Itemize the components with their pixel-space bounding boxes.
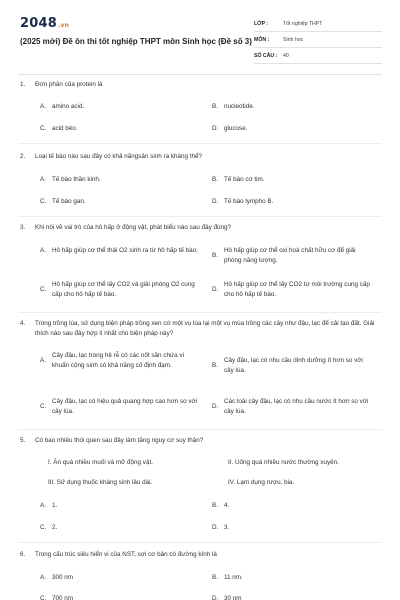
option-letter: B. bbox=[212, 103, 218, 110]
option-letter: D. bbox=[212, 198, 219, 205]
question-4 bbox=[20, 319, 385, 339]
header-divider bbox=[18, 74, 382, 75]
option-letter: D. bbox=[212, 595, 219, 600]
option-b[interactable] bbox=[212, 573, 372, 583]
exam-meta-table bbox=[254, 16, 382, 64]
option-letter: A. bbox=[40, 574, 46, 581]
option-letter: C. bbox=[40, 286, 47, 293]
option-text: nucleotide. bbox=[224, 103, 255, 110]
option-text: 300 nm bbox=[52, 574, 74, 581]
question-body: Trong trồng lúa, sử dụng biện pháp trồng xen cứ một vụ lúa lại một vụ mùa trồng các cây như đậu, lạc để cải tạo đất. Giải thích nào sau đây hợp lí nhất cho biện pháp này? bbox=[35, 320, 375, 337]
option-d[interactable] bbox=[212, 594, 372, 600]
option-b[interactable] bbox=[212, 102, 372, 112]
question-separator bbox=[18, 429, 382, 430]
option-b[interactable] bbox=[212, 501, 372, 511]
question-text bbox=[20, 223, 385, 233]
meta-label: LỚP : bbox=[254, 20, 269, 27]
option-letter: D. bbox=[212, 524, 219, 531]
question-2 bbox=[20, 152, 385, 162]
option-text: Cây đậu, lạc có hiệu quả quang hợp cao hơn so với cây lúa. bbox=[52, 398, 198, 415]
option-letter: C. bbox=[40, 595, 47, 600]
option-letter: B. bbox=[212, 252, 218, 259]
option-d[interactable] bbox=[212, 523, 372, 533]
question-text bbox=[20, 80, 385, 90]
option-a[interactable] bbox=[40, 573, 200, 583]
option-text: 30 nm bbox=[224, 595, 242, 600]
option-letter: B. bbox=[212, 502, 218, 509]
option-letter: B. bbox=[212, 574, 218, 581]
question-separator bbox=[18, 216, 382, 217]
option-text: 1. bbox=[52, 502, 58, 509]
option-text: 4. bbox=[224, 502, 230, 509]
question-3 bbox=[20, 223, 385, 233]
option-text: 2. bbox=[52, 524, 58, 531]
option-a[interactable] bbox=[40, 501, 200, 511]
option-text: acid béo. bbox=[52, 125, 78, 132]
option-b[interactable] bbox=[212, 246, 374, 266]
option-text: Hô hấp giúp cơ thể lấy CO2 từ môi trường cung cấp cho hô hấp tế bào. bbox=[224, 281, 370, 298]
option-text: Tế bào lympho B. bbox=[224, 198, 274, 205]
meta-label: MÔN : bbox=[254, 36, 270, 43]
question-body: Khi nói về vai trò của hô hấp ở động vật, phát biểu nào sau đây đúng? bbox=[35, 224, 231, 231]
option-text: Cây đậu, lạc trong hệ rễ có các nốt sần chứa vi khuẩn cộng sinh có khả năng cố định đạm. bbox=[52, 352, 184, 369]
option-text: 11 nm. bbox=[224, 574, 243, 581]
option-text: Tế bào gan. bbox=[52, 198, 86, 205]
option-text: Tế bào cơ tim. bbox=[224, 176, 265, 183]
statement-item: II. Uống quá nhiều nước thường xuyên. bbox=[228, 459, 339, 466]
question-body: Loại tế bào nào sau đây có khả năngsản sinh ra kháng thể? bbox=[35, 153, 202, 160]
option-d[interactable] bbox=[212, 280, 374, 300]
option-letter: B. bbox=[212, 362, 218, 369]
option-d[interactable] bbox=[212, 397, 374, 417]
option-letter: C. bbox=[40, 198, 47, 205]
question-separator bbox=[18, 312, 382, 313]
site-logo[interactable] bbox=[20, 16, 69, 31]
option-text: Hô hấp giúp cơ thể oxi hoá chất hữu cơ để giải phóng năng lượng. bbox=[224, 247, 356, 264]
option-c[interactable] bbox=[40, 197, 200, 207]
option-b[interactable] bbox=[212, 356, 374, 376]
option-letter: C. bbox=[40, 125, 47, 132]
option-c[interactable] bbox=[40, 523, 200, 533]
question-text bbox=[20, 436, 385, 446]
option-b[interactable] bbox=[212, 175, 372, 185]
meta-label: SỐ CÂU : bbox=[254, 52, 278, 59]
statement-item: IV. Lạm dụng rượu, bia. bbox=[228, 479, 295, 486]
option-letter: D. bbox=[212, 125, 219, 132]
statement-item: III. Sử dụng thuốc kháng sinh lâu dài. bbox=[48, 479, 153, 486]
question-number: 3. bbox=[20, 224, 26, 231]
option-text: Cây đậu, lạc có nhu cầu dinh dưỡng ít hơn so với cây lúa. bbox=[224, 357, 363, 374]
meta-row-class bbox=[254, 16, 382, 32]
document-title: (2025 mới) Đề ôn thi tốt nghiệp THPT môn Sinh học (Đề số 3) bbox=[20, 37, 252, 46]
question-text bbox=[20, 319, 385, 339]
option-c[interactable] bbox=[40, 594, 200, 600]
option-letter: B. bbox=[212, 176, 218, 183]
question-separator bbox=[18, 542, 382, 543]
option-d[interactable] bbox=[212, 124, 372, 134]
meta-value: Tốt nghiệp THPT bbox=[283, 20, 323, 27]
option-letter: C. bbox=[40, 524, 47, 531]
option-a[interactable] bbox=[40, 102, 200, 112]
meta-row-subject bbox=[254, 32, 382, 48]
option-letter: A. bbox=[40, 176, 46, 183]
option-a[interactable] bbox=[40, 175, 200, 185]
option-text: Hô hấp giúp cơ thể lấy CO2 và giải phóng O2 cung cấp cho hô hấp tế bào. bbox=[52, 281, 195, 298]
question-number: 1. bbox=[20, 81, 26, 88]
page-header bbox=[20, 14, 385, 66]
question-6 bbox=[20, 550, 385, 560]
option-text: Các loài cây đậu, lạc có nhu cầu nước ít hơn so với cây lúa. bbox=[224, 398, 369, 415]
meta-value: Sinh học bbox=[283, 36, 304, 43]
question-text bbox=[20, 550, 385, 560]
meta-value: 40 bbox=[283, 52, 289, 59]
option-text: glucose. bbox=[224, 125, 248, 132]
option-a[interactable] bbox=[40, 246, 202, 256]
option-letter: C. bbox=[40, 403, 47, 410]
option-letter: A. bbox=[40, 502, 46, 509]
question-1 bbox=[20, 80, 385, 90]
option-letter: D. bbox=[212, 403, 219, 410]
question-separator bbox=[18, 143, 382, 144]
option-text: Tế bào thần kinh. bbox=[52, 176, 101, 183]
meta-row-count bbox=[254, 48, 382, 64]
option-letter: A. bbox=[40, 247, 46, 254]
question-number: 5. bbox=[20, 437, 26, 444]
option-letter: D. bbox=[212, 286, 219, 293]
question-number: 4. bbox=[20, 320, 26, 327]
question-body: Đơn phân của protein là bbox=[35, 81, 103, 88]
question-body: Trong cấu trúc siêu hiển vi của NST, sợi cơ bản có đường kính là bbox=[35, 551, 217, 558]
option-letter: A. bbox=[40, 103, 46, 110]
option-text: 3. bbox=[224, 524, 230, 531]
option-letter: A. bbox=[40, 357, 46, 364]
logo-text: 2048 bbox=[20, 16, 57, 31]
question-number: 6. bbox=[20, 551, 26, 558]
question-text bbox=[20, 152, 385, 162]
question-body: Có bao nhiêu thói quen sau đây làm tăng nguy cơ suy thận? bbox=[35, 437, 204, 444]
option-text: Hô hấp giúp cơ thể thải O2 sinh ra từ hô hấp tế bào. bbox=[52, 247, 198, 254]
question-number: 2. bbox=[20, 153, 26, 160]
option-d[interactable] bbox=[212, 197, 372, 207]
question-5 bbox=[20, 436, 385, 446]
option-text: 700 nm bbox=[52, 595, 74, 600]
option-text: amino acid. bbox=[52, 103, 85, 110]
option-c[interactable] bbox=[40, 397, 202, 417]
option-c[interactable] bbox=[40, 124, 200, 134]
option-c[interactable] bbox=[40, 280, 202, 300]
statement-item: I. Ăn quá nhiều muối và mỡ động vật. bbox=[48, 459, 153, 466]
logo-suffix: .vn bbox=[57, 22, 70, 29]
option-a[interactable] bbox=[40, 351, 202, 371]
